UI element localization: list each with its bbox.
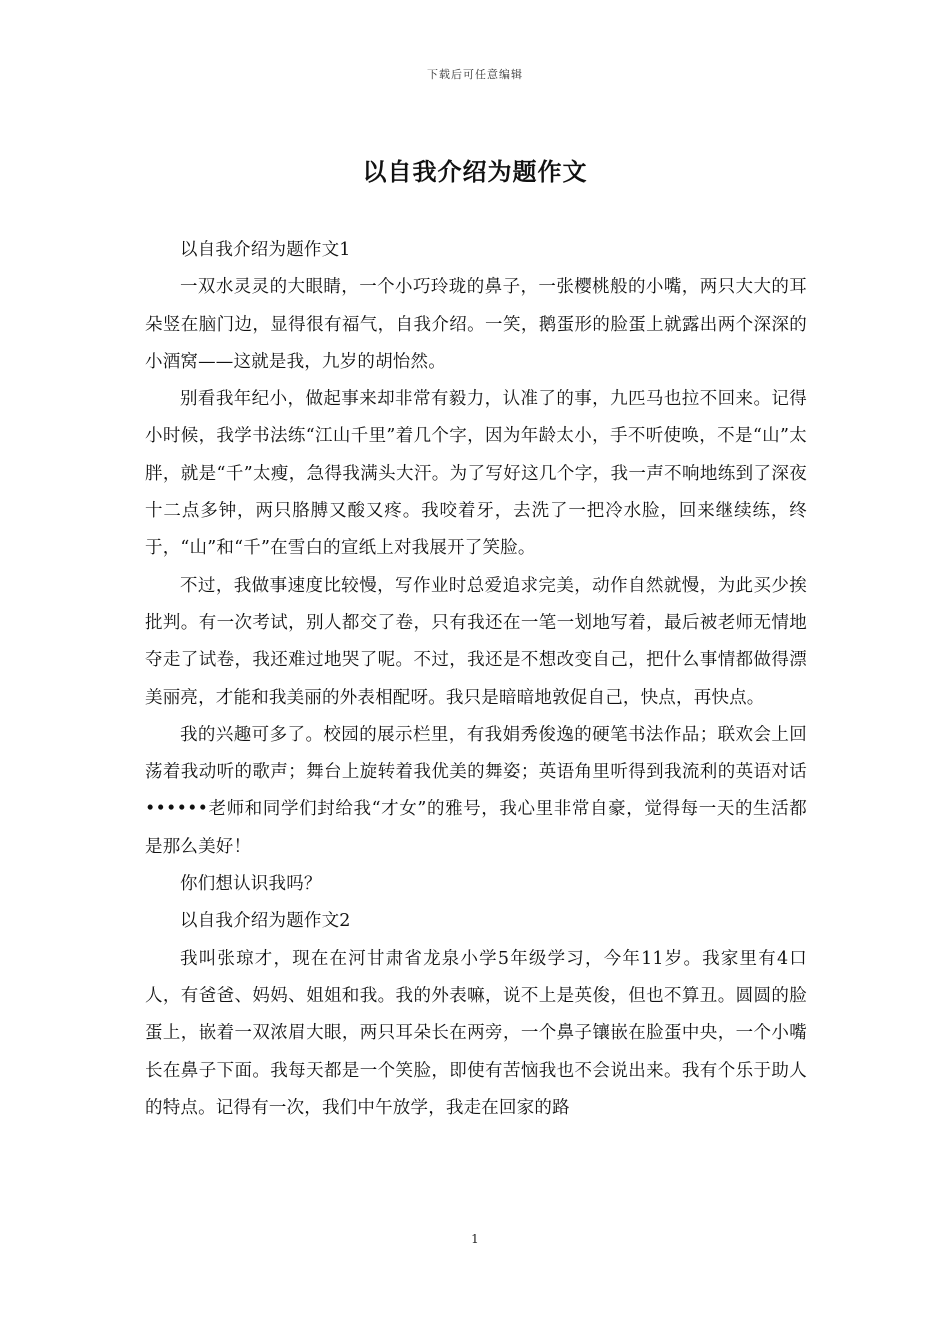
body-paragraph: 一双水灵灵的大眼睛，一个小巧玲珑的鼻子，一张樱桃般的小嘴，两只大大的耳朵竖在脑门边，显得很有福气，自我介绍。一笑，鹅蛋形的脸蛋上就露出两个深深的小酒窝——这就是我，九岁的胡怡然。 xyxy=(145,277,807,372)
document-body xyxy=(145,232,807,1127)
section-heading-1: 以自我介绍为题作文1 xyxy=(180,240,351,260)
body-paragraph: 我叫张琼才，现在在河甘肃省龙泉小学5年级学习，今年11岁。我家里有4口人，有爸爸、妈妈、姐姐和我。我的外表嘛，说不上是英俊，但也不算丑。圆圆的脸蛋上，嵌着一双浓眉大眼，两只耳朵长在两旁，一个鼻子镶嵌在脸蛋中央，一个小嘴长在鼻子下面。我每天都是一个笑脸，即使有苦恼我也不会说出来。我有个乐于助人的特点。记得有一次，我们中午放学，我走在回家的路 xyxy=(145,948,807,1118)
body-paragraph: 不过，我做事速度比较慢，写作业时总爱追求完美，动作自然就慢，为此买少挨批判。有一次考试，别人都交了卷，只有我还在一笔一划地写着，最后被老师无情地夺走了试卷，我还难过地哭了呢。不过，我还是不想改变自己，把什么事情都做得漂美丽亮，才能和我美丽的外表相配呀。我只是暗暗地敦促自己，快点，再快点。 xyxy=(145,575,807,708)
section-heading-2: 以自我介绍为题作文2 xyxy=(180,911,351,932)
page-number: 1 xyxy=(471,1232,479,1246)
page-header-note: 下载后可任意编辑 xyxy=(427,68,523,81)
body-paragraph: 别看我年纪小，做起事来却非常有毅力，认准了的事，九匹马也拉不回来。记得小时候，我学书法练“江山千里”着几个字，因为年龄太小，手不听使唤，不是“山”太胖，就是“千”太瘦，急得我满头大汗。为了写好这几个字，我一声不响地练到了深夜十二点多钟，两只胳膊又酸又疼。我咬着牙，去洗了一把冷水脸，回来继续练，终于，“山”和“千”在雪白的宣纸上对我展开了笑脸。 xyxy=(145,389,807,559)
document-title: 以自我介绍为题作文 xyxy=(362,157,588,186)
body-paragraph: 你们想认识我吗？ xyxy=(180,874,322,895)
body-paragraph: 我的兴趣可多了。校园的展示栏里，有我娟秀俊逸的硬笔书法作品；联欢会上回荡着我动听的歌声；舞台上旋转着我优美的舞姿；英语角里听得到我流利的英语对话••••••老师和同学们封给我“才女”的雅号，我心里非常自豪，觉得每一天的生活都是那么美好！ xyxy=(145,724,807,857)
